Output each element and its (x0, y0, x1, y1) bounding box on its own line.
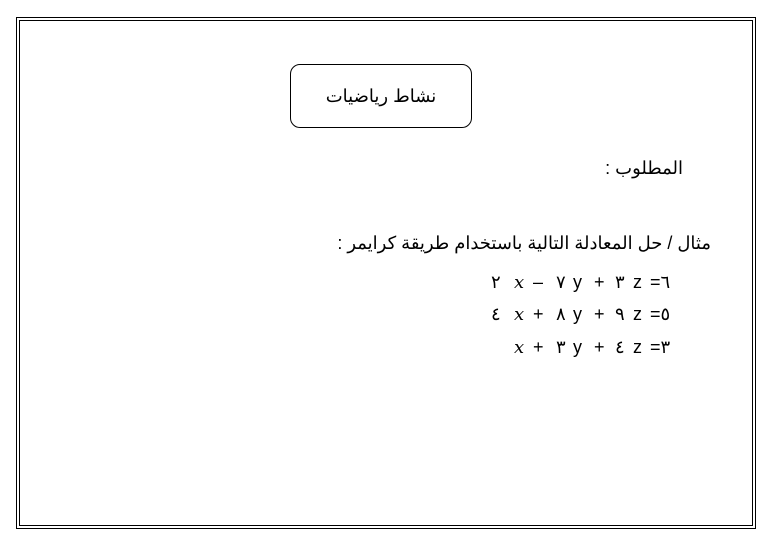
equation-coefficient-x: ٤ (491, 304, 501, 324)
equation-var-z: z (633, 337, 642, 357)
equation-operator: + (594, 304, 605, 324)
equation-var-z: z (633, 272, 642, 292)
equation-rhs: =٦ (650, 272, 671, 292)
equation-rhs: =٣ (650, 337, 671, 357)
equation-operator: + (533, 304, 544, 324)
example-text: مثال / حل المعادلة التالية باستخدام طريقة كرايمر : (337, 233, 711, 253)
equation-coefficient-x: ٢ (491, 272, 501, 292)
equation-coefficient-z: ٩ (615, 304, 625, 324)
equation-row-2 (480, 304, 680, 332)
equation-var-x: x (514, 337, 525, 358)
equation-operator: + (594, 272, 605, 292)
equation-operator: – (533, 272, 544, 292)
equation-operator: + (533, 337, 544, 357)
equation-operator: + (594, 337, 605, 357)
equation-var-x: x (514, 272, 525, 293)
title-box (290, 64, 472, 128)
equation-coefficient-z: ٣ (615, 272, 625, 292)
equation-var-x: x (514, 304, 525, 325)
equation-var-y: y (573, 272, 582, 292)
equation-var-y: y (573, 304, 582, 324)
equation-coefficient-y: ٨ (556, 304, 566, 324)
equation-rhs: =٥ (650, 304, 671, 324)
equation-coefficient-z: ٤ (615, 337, 625, 357)
equation-row-1 (480, 272, 680, 300)
equation-var-y: y (573, 337, 582, 357)
equation-coefficient-y: ٣ (556, 337, 566, 357)
page-title: نشاط رياضيات (325, 85, 437, 106)
equation-coefficient-y: ٧ (556, 272, 566, 292)
equation-var-z: z (633, 304, 642, 324)
equation-row-3 (480, 337, 680, 365)
required-label: المطلوب : (605, 158, 683, 178)
